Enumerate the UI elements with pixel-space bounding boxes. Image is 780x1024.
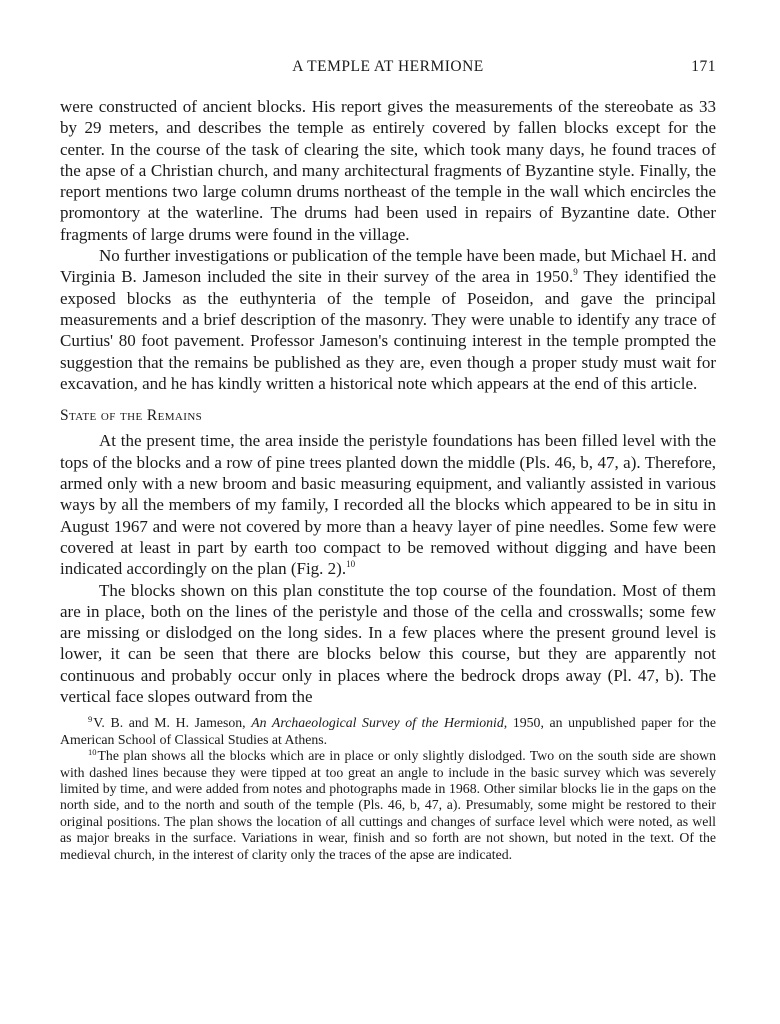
footnote-9-number: 9 bbox=[88, 714, 93, 725]
footnote-10 bbox=[60, 748, 716, 863]
footnote-ref-9: 9 bbox=[573, 267, 578, 278]
footnote-9-text-b: , 1950, an unpublished paper for the American School of Classical Studies at Athens. bbox=[60, 715, 716, 747]
paragraph-2 bbox=[60, 245, 716, 394]
paragraph-2-text-a: No further investigations or publication of the temple have been made, but Michael H. and Virginia B. Jameson included the site in their survey of the area in 1950. bbox=[60, 246, 716, 287]
paragraph-3 bbox=[60, 430, 716, 579]
body-text bbox=[60, 96, 716, 707]
paragraph-2-text-b: They identified the exposed blocks as the euthynteria of the temple of Poseidon, and gave the principal measurements and a brief description of the masonry. They were unable to identify any trace of Curtius' 80 foot pavement. Professor Jameson's continuing interest in the temple prompted the suggestion that the remains be published as they are, even though a proper study must wait for excavation, and he has kindly written a historical note which appears at the end of this article. bbox=[60, 267, 716, 393]
paragraph-4: The blocks shown on this plan constitute the top course of the foundation. Most of them are in place, both on the lines of the peristyle and those of the cella and crosswalls; some few are missing or dislodged on the long sides. In a few places where the present ground level is lower, it can be seen that there are blocks below this course, but they are apparently not continuous and probably occur only in places where the bedrock drops away (Pl. 47, b). The vertical face slopes outward from the bbox=[60, 580, 716, 707]
page-number: 171 bbox=[691, 58, 716, 75]
footnote-ref-10: 10 bbox=[346, 559, 356, 570]
section-heading: State of the Remains bbox=[60, 407, 203, 425]
footnotes bbox=[60, 715, 716, 863]
footnote-10-text: The plan shows all the blocks which are in place or only slightly dislodged. Two on the south side are shown with dashed lines because they were tipped at too great an angle to include in the basic survey which was severely limited by time, and were added from notes and photographs made in 1968. Other similar blocks lie in the gaps on the north side, and to the north and south of the temple (Pls. 46, b, 47, a). Presumably, some might be restored to their original positions. The plan shows the location of all cuttings and changes of surface level which were noted, as well as major breaks in the surface. Variations in wear, finish and so forth are not shown, but noted in the text. Of the medieval church, in the interest of clarity only the traces of the apse are indicated. bbox=[60, 748, 716, 862]
footnote-10-number: 10 bbox=[88, 747, 97, 758]
running-head-title: A TEMPLE AT HERMIONE bbox=[292, 58, 484, 75]
footnote-9-title: An Archaeological Survey of the Hermionid bbox=[251, 715, 504, 731]
running-head bbox=[60, 58, 716, 82]
paragraph-3-text: At the present time, the area inside the peristyle foundations has been filled level with the tops of the blocks and a row of pine trees planted down the middle (Pls. 46, b, 47, a). Therefore, armed only with a new broom and basic measuring equipment, and valiantly assisted in various ways by all the members of my family, I recorded all the blocks which appeared to be in situ in August 1967 and were not covered by more than a heavy layer of pine needles. Some few were covered at least in part by earth too compact to be removed without digging and have been indicated accordingly on the plan (Fig. 2). bbox=[60, 431, 716, 579]
footnote-9 bbox=[60, 715, 716, 748]
footnote-9-text-a: V. B. and M. H. Jameson, bbox=[93, 715, 252, 731]
page bbox=[60, 58, 716, 863]
paragraph-1: were constructed of ancient blocks. His report gives the measurements of the stereobate as 33 by 29 meters, and describes the temple as entirely covered by fallen blocks except for the center. In the course of the task of clearing the site, which took many days, he found traces of the apse of a Christian church, and many architectural fragments of Byzantine style. Finally, the report mentions two large column drums northeast of the temple in the wall which encircles the promontory at the waterline. The drums had been used in repairs of Byzantine date. Other fragments of large drums were found in the village. bbox=[60, 97, 716, 244]
